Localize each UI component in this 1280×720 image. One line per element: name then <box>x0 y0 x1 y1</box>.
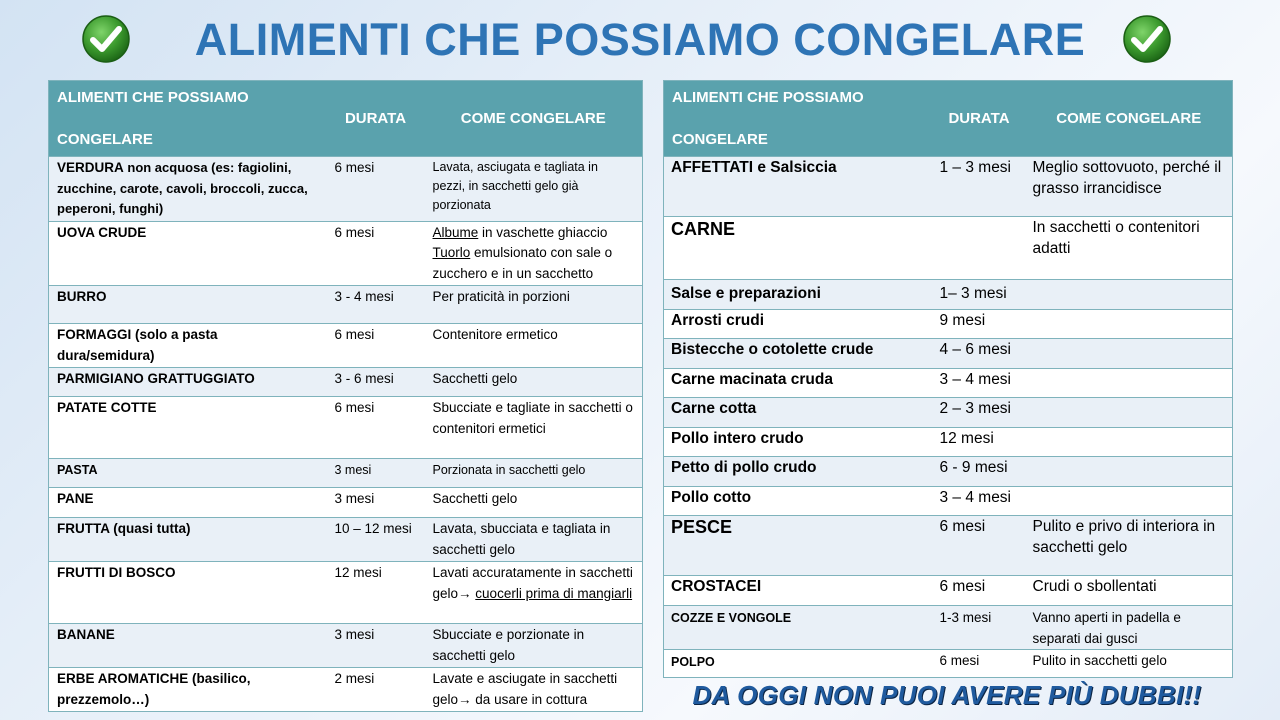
food-name: COZZE E VONGOLE <box>664 606 933 650</box>
duration: 3 – 4 mesi <box>933 487 1026 516</box>
duration: 3 – 4 mesi <box>933 369 1026 398</box>
food-name: PASTA <box>49 459 327 488</box>
method: Per praticità in porzioni <box>425 286 643 324</box>
food-name: Salse e preparazioni <box>664 280 933 310</box>
right-table <box>663 80 1233 678</box>
table-row <box>49 459 643 488</box>
method: Vanno aperti in padella e separati dai gusci <box>1026 606 1233 650</box>
duration: 6 - 9 mesi <box>933 457 1026 487</box>
table-header-row <box>664 81 1233 157</box>
duration: 3 mesi <box>327 624 425 668</box>
duration: 6 mesi <box>933 516 1026 576</box>
method <box>1026 369 1233 398</box>
method <box>1026 457 1233 487</box>
method <box>1026 428 1233 457</box>
table-row <box>49 397 643 459</box>
food-name: PANE <box>49 488 327 518</box>
food-name: Petto di pollo crudo <box>664 457 933 487</box>
food-name: Bistecche o cotolette crude <box>664 339 933 369</box>
food-name: Arrosti crudi <box>664 310 933 339</box>
food-name: FORMAGGI (solo a pasta dura/semidura) <box>49 324 327 368</box>
header-durata: DURATA <box>933 81 1026 157</box>
food-name: BANANE <box>49 624 327 668</box>
duration: 6 mesi <box>327 397 425 459</box>
header-come: COME CONGELARE <box>1026 81 1233 157</box>
food-name: POLPO <box>664 650 933 678</box>
duration: 4 – 6 mesi <box>933 339 1026 369</box>
table-row <box>49 624 643 668</box>
duration: 12 mesi <box>327 562 425 624</box>
duration: 3 - 6 mesi <box>327 368 425 397</box>
duration: 10 – 12 mesi <box>327 518 425 562</box>
food-name: ERBE AROMATICHE (basilico, prezzemolo…) <box>49 668 327 712</box>
method <box>1026 280 1233 310</box>
table-row <box>664 369 1233 398</box>
method <box>1026 310 1233 339</box>
duration: 6 mesi <box>327 221 425 286</box>
header-durata: DURATA <box>327 81 425 157</box>
table-row <box>664 157 1233 217</box>
duration: 1 – 3 mesi <box>933 157 1026 217</box>
method: Lavate e asciugate in sacchetti gelo→ da usare in cottura <box>425 668 643 712</box>
food-name: FRUTTI DI BOSCO <box>49 562 327 624</box>
method <box>1026 339 1233 369</box>
duration: 9 mesi <box>933 310 1026 339</box>
table-row <box>664 457 1233 487</box>
duration: 1– 3 mesi <box>933 280 1026 310</box>
food-name: Pollo cotto <box>664 487 933 516</box>
table-row <box>664 576 1233 606</box>
duration <box>933 217 1026 280</box>
table-row <box>664 398 1233 428</box>
food-name: UOVA CRUDE <box>49 221 327 286</box>
table-row <box>664 217 1233 280</box>
table-row <box>49 488 643 518</box>
food-name: CROSTACEI <box>664 576 933 606</box>
duration: 2 mesi <box>327 668 425 712</box>
method: Pulito in sacchetti gelo <box>1026 650 1233 678</box>
method: Meglio sottovuoto, perché il grasso irrancidisce <box>1026 157 1233 217</box>
header-alimenti: ALIMENTI CHE POSSIAMO CONGELARE <box>49 81 327 157</box>
method: In sacchetti o contenitori adatti <box>1026 217 1233 280</box>
table-row <box>664 487 1233 516</box>
table-header-row <box>49 81 643 157</box>
duration: 3 mesi <box>327 459 425 488</box>
duration: 1-3 mesi <box>933 606 1026 650</box>
table-row <box>49 324 643 368</box>
food-name: Carne macinata cruda <box>664 369 933 398</box>
page-title: ALIMENTI CHE POSSIAMO CONGELARE <box>194 14 1086 65</box>
table-row <box>664 310 1233 339</box>
table-row <box>664 339 1233 369</box>
duration: 6 mesi <box>933 576 1026 606</box>
food-name: BURRO <box>49 286 327 324</box>
table-row <box>664 650 1233 678</box>
food-name: VERDURA non acquosa (es: fagiolini, zucchine, carote, cavoli, broccoli, zucca, peperoni, funghi) <box>49 157 327 222</box>
header-come: COME CONGELARE <box>425 81 643 157</box>
food-name: AFFETTATI e Salsiccia <box>664 157 933 217</box>
left-table <box>48 80 643 712</box>
method: Sacchetti gelo <box>425 488 643 518</box>
food-name: Carne cotta <box>664 398 933 428</box>
food-name: Pollo intero crudo <box>664 428 933 457</box>
method: Crudi o sbollentati <box>1026 576 1233 606</box>
method: Sbucciate e porzionate in sacchetti gelo <box>425 624 643 668</box>
table-row <box>49 286 643 324</box>
food-name: CARNE <box>664 217 933 280</box>
arrow-right-icon: → <box>458 691 476 707</box>
duration: 3 mesi <box>327 488 425 518</box>
method: Contenitore ermetico <box>425 324 643 368</box>
method: Lavata, asciugata e tagliata in pezzi, in sacchetti gelo già porzionata <box>425 157 643 222</box>
method: Sbucciate e tagliate in sacchetti o contenitori ermetici <box>425 397 643 459</box>
table-row <box>49 668 643 712</box>
duration: 6 mesi <box>327 324 425 368</box>
table-row <box>664 280 1233 310</box>
method: Albume in vaschette ghiaccio Tuorlo emulsionato con sale o zucchero e in un sacchetto <box>425 221 643 286</box>
food-name: PARMIGIANO GRATTUGGIATO <box>49 368 327 397</box>
arrow-right-icon: → <box>458 585 476 601</box>
method <box>1026 487 1233 516</box>
duration: 6 mesi <box>327 157 425 222</box>
duration: 3 - 4 mesi <box>327 286 425 324</box>
table-row <box>49 368 643 397</box>
table-row <box>49 518 643 562</box>
table-row <box>664 606 1233 650</box>
method: Porzionata in sacchetti gelo <box>425 459 643 488</box>
method <box>1026 398 1233 428</box>
method: Lavata, sbucciata e tagliata in sacchetti gelo <box>425 518 643 562</box>
table-row <box>664 516 1233 576</box>
duration: 6 mesi <box>933 650 1026 678</box>
header-alimenti: ALIMENTI CHE POSSIAMO CONGELARE <box>664 81 933 157</box>
duration: 2 – 3 mesi <box>933 398 1026 428</box>
footer-message: DA OGGI NON PUOI AVERE PIÙ DUBBI!! <box>692 680 1202 710</box>
table-row <box>49 562 643 624</box>
method: Sacchetti gelo <box>425 368 643 397</box>
method: Lavati accuratamente in sacchetti gelo→ cuocerli prima di mangiarli <box>425 562 643 624</box>
method: Pulito e privo di interiora in sacchetti gelo <box>1026 516 1233 576</box>
food-name: PATATE COTTE <box>49 397 327 459</box>
food-name: FRUTTA (quasi tutta) <box>49 518 327 562</box>
duration: 12 mesi <box>933 428 1026 457</box>
food-name: PESCE <box>664 516 933 576</box>
table-row <box>664 428 1233 457</box>
table-row <box>49 221 643 286</box>
table-row <box>49 157 643 222</box>
